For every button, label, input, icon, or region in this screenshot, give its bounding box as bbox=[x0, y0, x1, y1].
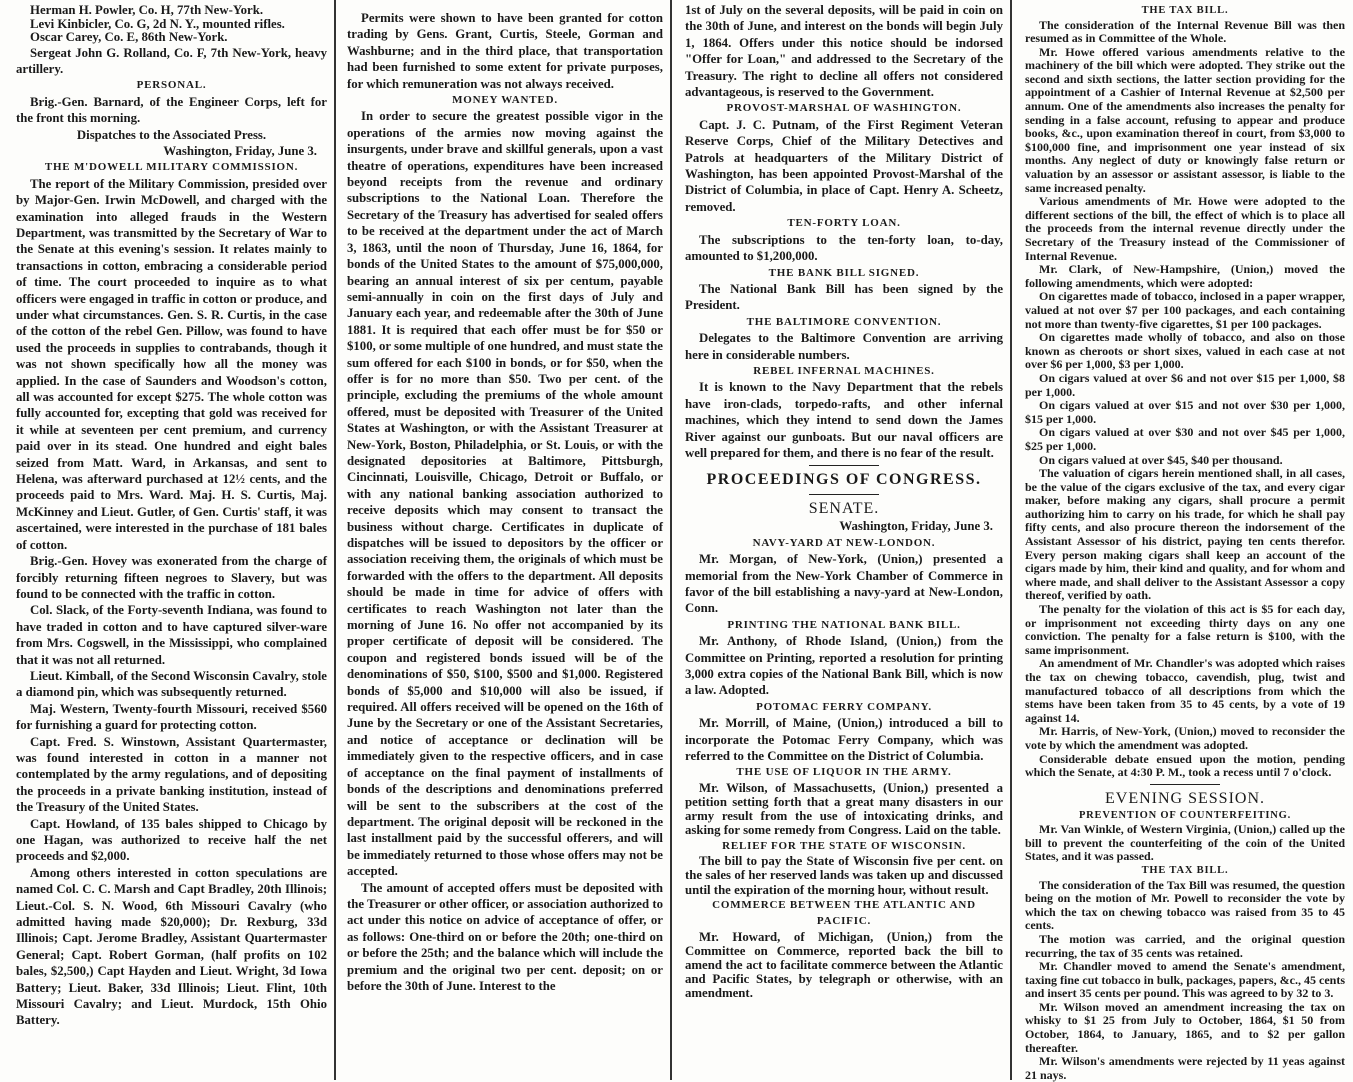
article-paragraph: The consideration of the Internal Revenue Bill was then resumed as in Committee of the Whole. bbox=[1025, 17, 1345, 46]
article-paragraph: The bill to pay the State of Wisconsin five per cent. on the sales of her reserved lands was taken up and discussed until the expiration of the morning hour, without result. bbox=[685, 854, 1003, 897]
article-paragraph: Mr. Wilson's amendments were rejected by 11 yeas against 21 nays. bbox=[1025, 1054, 1345, 1082]
article-paragraph: It is known to the Navy Department that the rebels have iron-clads, torpedo-rafts, and other infernal machines, which they intend to send down the James River against our gunboats. But our naval officers are well prepared for them, and there is no fear of the result. bbox=[685, 380, 1003, 460]
article-heading: PRINTING THE NATIONAL BANK BILL. bbox=[727, 618, 961, 631]
article-paragraph: Considerable debate ensued upon the motion, pending which the Senate, at 4:30 P. M., took a recess until 7 o'clock. bbox=[1025, 751, 1345, 780]
article-heading: THE M'DOWELL MILITARY COMMISSION. bbox=[44, 161, 299, 174]
dateline: Washington, Friday, June 3. bbox=[163, 143, 317, 158]
article-paragraph: The valuation of cigars herein mentioned shall, in all cases, be the value of the cigars exclusive of the tax, and every cigar maker, before making any cigars, shall procure a permit authorizing him to carry on his trade, for which he shall pay fifty cents, and also procure thereon the indorsement of the Assistant Assessor of his district, paying ten cents therefor. Every person making cigars shall keep an account of the cigars made by him, their kind and quality, and for whom and where made, and shall deliver to the Assistant Assessor a copy thereof, verified by oath. bbox=[1025, 466, 1345, 603]
article-paragraph: The amount of accepted offers must be deposited with the Treasurer or other officer, or association authorized to act under this notice on advice of acceptance of offer, or as follows: One-third on or before the 20th; one-third on or before the 25th; and the balance which will include the premium and the original two per cent. deposit; on or before the 30th of June. Interest to the bbox=[347, 880, 663, 993]
section-subtitle: SENATE. bbox=[808, 500, 880, 518]
article-paragraph: Maj. Western, Twenty-fourth Missouri, received $560 for furnishing a guard for protecting cotton. bbox=[16, 701, 327, 733]
list-item: Oscar Carey, Co. E, 86th New-York. bbox=[30, 30, 228, 44]
article-paragraph: Mr. Harris, of New-York, (Union,) moved to reconsider the vote by which the amendment was adopted. bbox=[1025, 724, 1345, 752]
article-paragraph: On cigarettes made wholly of tobacco, and also on those known as cheroots or short sixes, valued in each case at not over $6 per 1,000, $3 per 1,000. bbox=[1025, 330, 1345, 372]
article-heading: THE BALTIMORE CONVENTION. bbox=[746, 315, 942, 328]
article-paragraph: Various amendments of Mr. Howe were adopted to the different sections of the bill, the effect of which is to place all the proceeds from the internal revenue directly under the Secretary of the Treasury instead of the Commissioner of Internal Revenue. bbox=[1025, 194, 1345, 263]
section-divider bbox=[1150, 784, 1220, 785]
article-heading: POTOMAC FERRY COMPANY. bbox=[756, 700, 932, 713]
article-paragraph: Mr. Wilson moved an amendment increasing the tax on whisky to $1 25 from July to October, 1864, $1 50 from October, 1864, to January, 1865, and to $2 per gallon thereafter. bbox=[1025, 999, 1345, 1055]
article-paragraph: The report of the Military Commission, presided over by Major-Gen. Irwin McDowell, and charged with the examination into alleged frauds in the Western Department, was transmitted by the Secretary of War to the Senate at this evening's session. It relates mainly to transactions in cotton, embracing a considerable period of time. The court proceeded to inquire as to what officers were engaged in traffic in cotton or produce, and under what circumstances. Gen. S. R. Curtis, in the case of the cotton of the rebel Gen. Pillow, was found to have used the proceeds in supplies to contrabands, though it was not shown specifically how all the money was applied. In the case of Saunders and Woodson's cotton, all was accounted for except $275. The whole cotton was fully accounted for, excepting that gold was received for it while at seventeen per cent premium, and currency paid over in its stead. One hundred and eight bales seized from Matt. Ward, in Arkansas, and sent to Helena, was afterward purchased at 12½ cents, and the proceeds paid to Mrs. Ward. Maj. H. S. Curtis, Maj. McKinney and Lieut. Gutler, of Gen. Curtis' staff, it was ascertained, were interested in the purchase of 181 bales of cotton. bbox=[16, 176, 327, 552]
article-paragraph: Mr. Anthony, of Rhode Island, (Union,) from the Committee on Printing, reported a resolution for printing 3,000 extra copies of the National Bank Bill, which is now a law. Adopted. bbox=[685, 634, 1003, 698]
column-rule bbox=[334, 0, 336, 1080]
article-paragraph: Capt. Fred. S. Winstown, Assistant Quartermaster, was found interested in cotton in a manner not contemplated by the army regulations, and of depositing the proceeds in a private banking institution, instead of the Treasury of the United States. bbox=[16, 734, 327, 815]
list-item: Herman H. Powler, Co. H, 77th New-York. bbox=[30, 3, 264, 17]
article-paragraph: Mr. Clark, of New-Hampshire, (Union,) moved the following amendments, which were adopted: bbox=[1025, 262, 1345, 290]
section-subtitle: EVENING SESSION. bbox=[1105, 789, 1265, 807]
article-heading: THE BANK BILL SIGNED. bbox=[768, 266, 920, 279]
article-heading: PROVOST-MARSHAL OF WASHINGTON. bbox=[726, 102, 962, 115]
article-paragraph: Mr. Howe offered various amendments relative to the machinery of the bill which were adopted. They strike out the second and sixth sections, the latter section providing for the appointment of a Cashier of Internal Revenue at $2,500 per annum. One of the amendments also increases the penalty for sending in a false account, refusing to appear and produce books, &c., upon examination thereof in court, from $3,000 to $100,000 fine, and imprisonment one year instead of six months. Any neglect of duty or knowingly false return or valuation by an assessor or assistant assessor, is liable to the same increased penalty. bbox=[1025, 44, 1345, 195]
list-item: Levi Kinbicler, Co. G, 2d N. Y., mounted rifles. bbox=[30, 16, 285, 31]
article-heading: REBEL INFERNAL MACHINES. bbox=[753, 364, 935, 377]
article-heading: PREVENTION OF COUNTERFEITING. bbox=[1078, 809, 1292, 821]
article-paragraph: Sergeat John G. Rolland, Co. F, 7th New-York, heavy artillery. bbox=[16, 45, 327, 76]
article-paragraph: The penalty for the violation of this act is $5 for each day, or imprisonment not exceeding thirty days on any one conviction. The penalty for a false return is $100, with the same imprisonment. bbox=[1025, 602, 1345, 657]
section-title: PROCEEDINGS OF CONGRESS. bbox=[706, 471, 982, 489]
article-paragraph: The consideration of the Tax Bill was resumed, the question being on the motion of Mr. Powell to reconsider the vote by which the tax on chewing tobacco was raised from 35 to 45 cents. bbox=[1025, 877, 1345, 933]
column-1 bbox=[0, 0, 333, 1029]
article-paragraph: Delegates to the Baltimore Convention are arriving here in considerable numbers. bbox=[685, 331, 1003, 362]
article-paragraph: Lieut. Kimball, of the Second Wisconsin Cavalry, stole a diamond pin, which was subsequently returned. bbox=[16, 668, 327, 700]
article-paragraph: Col. Slack, of the Forty-seventh Indiana, was found to have traded in cotton and to have captured silver-ware from Mrs. Cogswell, in the Mississippi, who complained that it was not all returned. bbox=[16, 603, 327, 667]
article-paragraph: Capt. J. C. Putnam, of the First Regiment Veteran Reserve Corps, Chief of the Military Detectives and Patrols at headquarters of the Military District of Washington, has been appointed Provost-Marshal of the District of Columbia, in place of Capt. Henry A. Scheetz, removed. bbox=[685, 117, 1003, 214]
dateline: Washington, Friday, June 3. bbox=[839, 519, 993, 534]
column-4 bbox=[1013, 0, 1353, 1082]
section-divider bbox=[809, 465, 879, 466]
article-heading: THE USE OF LIQUOR IN THE ARMY. bbox=[736, 766, 952, 779]
article-heading: COMMERCE BETWEEN THE ATLANTIC AND PACIFIC. bbox=[712, 898, 976, 928]
article-heading: THE TAX BILL. bbox=[1141, 5, 1229, 16]
article-heading: TEN-FORTY LOAN. bbox=[787, 217, 901, 230]
article-heading: PERSONAL. bbox=[136, 79, 207, 92]
article-heading: THE TAX BILL. bbox=[1141, 865, 1229, 877]
article-heading: MONEY WANTED. bbox=[452, 94, 558, 107]
article-paragraph: On cigarettes made of tobacco, inclosed in a paper wrapper, valued at not over $7 per 100 packages, and each containing not more than twenty-five cigarettes, $1 per 100 packages. bbox=[1025, 289, 1345, 331]
article-paragraph: Brig.-Gen. Barnard, of the Engineer Corps, left for the front this morning. bbox=[16, 94, 327, 126]
article-heading: RELIEF FOR THE STATE OF WISCONSIN. bbox=[722, 839, 966, 852]
article-paragraph: The motion was carried, and the original question recurring, the tax of 35 cents was retained. bbox=[1025, 931, 1345, 960]
dateline: Dispatches to the Associated Press. bbox=[76, 127, 267, 142]
article-paragraph: On cigars valued at over $15 and not over $30 per 1,000, $15 per 1,000. bbox=[1025, 398, 1345, 426]
article-paragraph: Mr. Morrill, of Maine, (Union,) introduced a bill to incorporate the Potomac Ferry Company, which was referred to the Committee on the District of Columbia. bbox=[685, 716, 1003, 764]
article-paragraph: Mr. Morgan, of New-York, (Union,) presented a memorial from the New-York Chamber of Commerce in favor of the bill establishing a navy-yard at New-London, Conn. bbox=[685, 552, 1003, 616]
article-paragraph: Mr. Van Winkle, of Western Virginia, (Union,) called up the bill to prevent the counterfeiting of the coin of the United States, and it was passed. bbox=[1025, 822, 1345, 864]
article-paragraph: On cigars valued at over $6 and not over $15 per 1,000, $8 per 1,000. bbox=[1025, 370, 1345, 399]
article-paragraph: Mr. Chandler moved to amend the Senate's amendment, taxing fine cut tobacco in bulk, packages, papers, &c., 45 cents and insert 35 cents per pound. This was agreed to by 32 to 3. bbox=[1025, 959, 1345, 1001]
article-paragraph: Mr. Wilson, of Massachusetts, (Union,) presented a petition setting forth that a great many disasters in our army result from the use of intoxicating drinks, and asking for some remedy from Congress. Laid on the table. bbox=[685, 780, 1003, 838]
column-3 bbox=[673, 0, 1009, 1001]
column-2 bbox=[337, 0, 669, 994]
article-paragraph: Mr. Howard, of Michigan, (Union,) from the Committee on Commerce, reported back the bill to amend the act to facilitate commerce between the Atlantic and Pacific States, by telegraph or otherwise, with an amendment. bbox=[685, 929, 1003, 1001]
section-divider bbox=[809, 494, 879, 495]
article-heading: NAVY-YARD AT NEW-LONDON. bbox=[752, 536, 936, 549]
article-paragraph: Capt. Howland, of 135 bales shipped to Chicago by one Hagan, was authorized to receive half the net proceeds and $2,000. bbox=[16, 816, 327, 864]
article-paragraph: On cigars valued at over $45, $40 per thousand. bbox=[1039, 452, 1283, 467]
article-paragraph: Brig.-Gen. Hovey was exonerated from the charge of forcibly returning fifteen negroes to Slavery, but was found to be connected with the traffic in cotton. bbox=[16, 554, 327, 601]
article-paragraph: The National Bank Bill has been signed by the President. bbox=[685, 281, 1003, 313]
article-paragraph: An amendment of Mr. Chandler's was adopted which raises the tax on chewing tobacco, cavendish, plug, twist and manufactured tobacco of all descriptions from which the stems have been taken from 35 to 45 cents, by a vote of 19 against 14. bbox=[1025, 656, 1345, 725]
article-paragraph: On cigars valued at over $30 and not over $45 per 1,000, $25 per 1,000. bbox=[1025, 425, 1345, 453]
article-paragraph: 1st of July on the several deposits, will be paid in coin on the 30th of June, and interest on the bonds will begin July 1, 1864. Offers under this notice should be indorsed "Offer for Loan," and addressed to the Secretary of the Treasury. The right to decline all offers not considered advantageous, is reserved to the Government. bbox=[685, 3, 1003, 100]
column-rule bbox=[1010, 0, 1012, 1080]
article-paragraph: Permits were shown to have been granted for cotton trading by Gens. Grant, Curtis, Steele, Gorman and Washburne; and in the third place, that transportation had been furnished to some extent for private purposes, for which remuneration was not always received. bbox=[347, 11, 663, 91]
article-paragraph: Among others interested in cotton speculations are named Col. C. C. Marsh and Capt Bradley, 20th Illinois; Lieut.-Col. S. N. Wood, 6th Missouri Cavalry (who admitted having made $20,000); Dr. Rexburg, 33d Illinois; Capt. Jerome Bradley, Assistant Quartermaster General; Capt. Robert Gorman, (half profits on 102 bales, $2,500,) Capt Hayden and Lieut. Wright, 3d Iowa Battery; Lieut. Baker, 33d Illinois; Lieut. Flint, 10th Missouri Cavalry; and Lieut. Murdock, 15th Ohio Battery. bbox=[16, 865, 327, 1028]
article-paragraph: The subscriptions to the ten-forty loan, to-day, amounted to $1,200,000. bbox=[685, 232, 1003, 264]
column-rule bbox=[670, 0, 672, 1080]
article-paragraph: In order to secure the greatest possible vigor in the operations of the armies now moving against the insurgents, under brave and skillful generals, upon a vast theatre of operations, expenditures have been increased beyond receipts from the revenue and ordinary subscriptions to the National Loan. Therefore the Secretary of the Treasury has advertised for sealed offers to be received at the department under the act of March 3, 1863, until the noon of Thursday, June 16, 1864, for bonds of the United States to the amount of $75,000,000, bearing an annual interest of six per centum, payable semi-annually in coin on the first days of July and January each year, and redeemable after the 30th of June 1881. It is required that each offer must be for $50 or $100, or some multiple of one hundred, and must state the sum offered for each $100 in bonds, or for $50, when the offer is for no more than $50. Two per cent. of the principle, excluding the premiums of the whole amount offered, must be deposited with Treasurer of the United States at Washington, or with the Assistant Treasurer at New-York, Boston, Philadelphia, or St. Louis, or with the designated depositories at Baltimore, Pittsburgh, Cincinnati, Louisville, Chicago, Detroit or Buffalo, or with any national banking association authorized to receive deposits which may consent to transact the business without charge. Certificates in duplicate of dispatches will be issued to depositors by the officer or association receiving them, the originals of which must be forwarded with the offers to the department. All deposits should be made in time for advice of offers with certificates to reach Washington not later than the morning of June 16. No offer not accompanied by its proper certificate of deposit will be considered. The coupon and registered bonds issued will be of the denominations of $50, $100, $500 and $1,000. Registered bonds of $5,000 and $10,000 will also be issued, if required. All offers received will be opened on the 16th of June by the Secretary or one of the Assistant Secretaries, and notice of acceptance or declination will be immediately given to the respective officers, and in case of acceptance on the final payment of installments of bonds of the descriptions and denominations preferred will be sent to the subscribers at the cost of the department. The original deposit will be reckoned in the last installment paid by the successful offerers, and will be immediately returned to those whose offers may not be accepted. bbox=[347, 109, 663, 879]
